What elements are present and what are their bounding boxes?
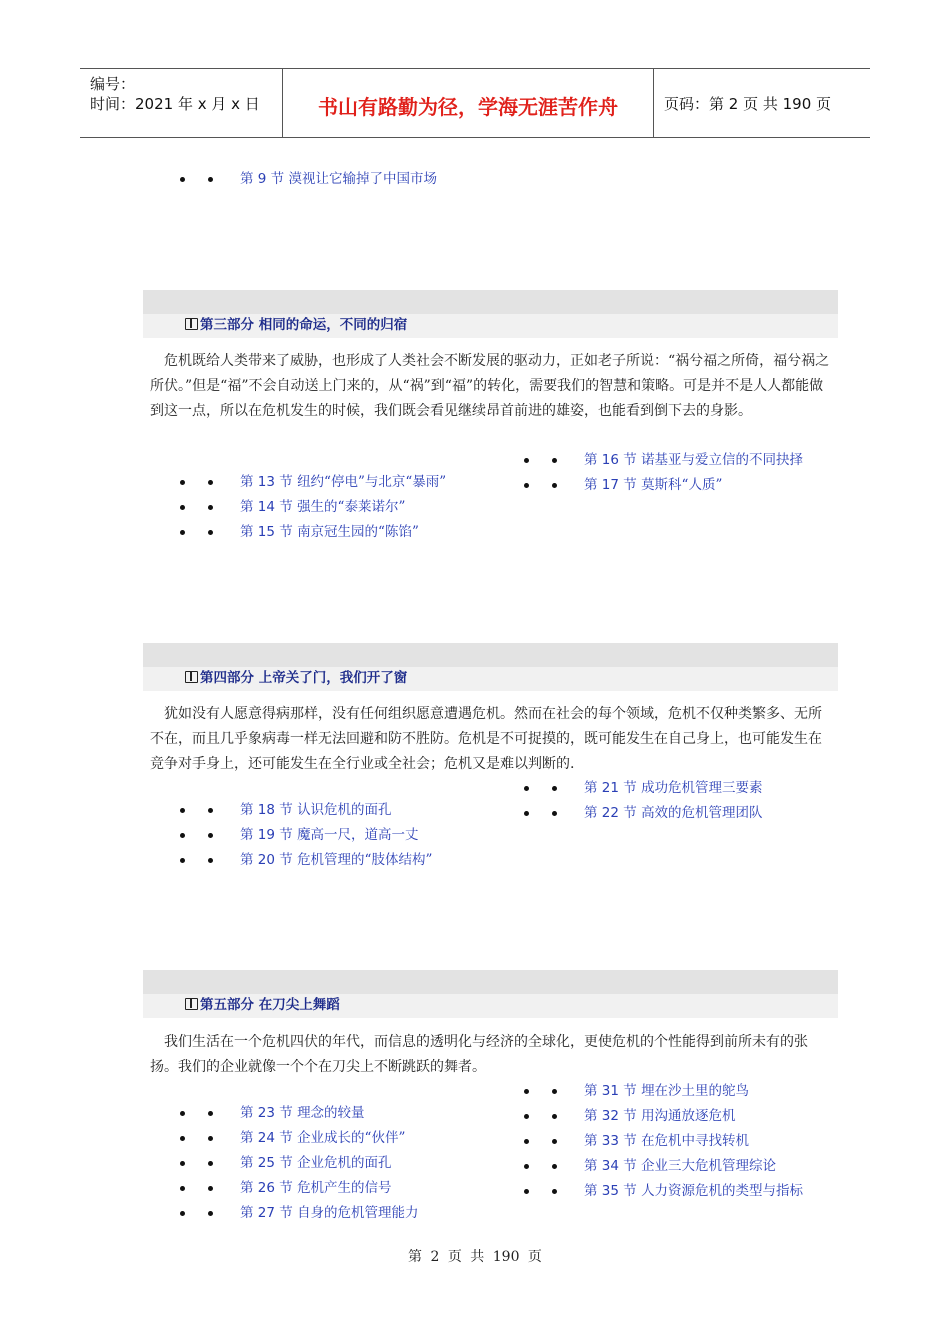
bullet-icon [552, 1139, 557, 1144]
bullet-icon [552, 786, 557, 791]
bullet-icon [524, 483, 529, 488]
chapter-link[interactable]: 第 26 节 危机产生的信号 [240, 1180, 392, 1196]
chapter-link[interactable]: 第 33 节 在危机中寻找转机 [584, 1133, 750, 1149]
bullet-icon [552, 1089, 557, 1094]
bullet-icon [180, 808, 185, 813]
section-title: 第五部分 在刀尖上舞蹈 [200, 997, 340, 1013]
bullet-icon [552, 1164, 557, 1169]
chapter-link[interactable]: 第 24 节 企业成长的“伙伴” [240, 1130, 406, 1146]
bullet-icon [180, 858, 185, 863]
document-number-label: 编号： [90, 75, 136, 93]
bullet-icon [524, 1114, 529, 1119]
bullet-icon [208, 833, 213, 838]
bullet-icon [180, 1111, 185, 1116]
chapter-link[interactable]: 第 18 节 认识危机的面孔 [240, 802, 392, 818]
bullet-icon [552, 1189, 557, 1194]
chapter-link[interactable]: 第 15 节 南京冠生园的“陈馅” [240, 524, 419, 540]
page-footer: 第 2 页 共 190 页 [408, 1249, 542, 1265]
chapter-link[interactable]: 第 34 节 企业三大危机管理综论 [584, 1158, 777, 1174]
chapter-link[interactable]: 第 23 节 理念的较量 [240, 1105, 365, 1121]
bullet-icon [208, 177, 213, 182]
chapter-link[interactable]: 第 25 节 企业危机的面孔 [240, 1155, 392, 1171]
document-date-label: 时间：2021 年 x 月 x 日 [90, 95, 260, 113]
section-paragraph: 我们生活在一个危机四伏的年代，而信息的透明化与经济的全球化，更使危机的个性能得到前所未有的张扬。我们的企业就像一个个在刀尖上不断跳跃的舞者。 [150, 1034, 808, 1075]
bullet-icon [524, 1189, 529, 1194]
bullet-icon [180, 1186, 185, 1191]
bullet-icon [552, 1114, 557, 1119]
bullet-icon [524, 458, 529, 463]
header-motto-cell [283, 69, 654, 137]
book-icon [185, 998, 198, 1010]
bullet-icon [208, 1136, 213, 1141]
bullet-icon [208, 808, 213, 813]
bullet-icon [208, 1186, 213, 1191]
bullet-icon [552, 458, 557, 463]
bullet-icon [208, 480, 213, 485]
chapter-link[interactable]: 第 17 节 莫斯科“人质” [584, 477, 723, 493]
header-motto: 书山有路勤为径，学海无涯苦作舟 [318, 95, 618, 119]
chapter-link[interactable]: 第 22 节 高效的危机管理团队 [584, 805, 763, 821]
bullet-icon [180, 177, 185, 182]
bullet-icon [180, 1211, 185, 1216]
bullet-icon [524, 786, 529, 791]
bullet-icon [180, 505, 185, 510]
bullet-icon [208, 505, 213, 510]
section-header-part5 [143, 970, 838, 1018]
page-header [80, 68, 870, 138]
chapter-link[interactable]: 第 32 节 用沟通放逐危机 [584, 1108, 736, 1124]
bullet-icon [524, 1164, 529, 1169]
bullet-icon [180, 480, 185, 485]
bullet-icon [208, 1111, 213, 1116]
chapter-link[interactable]: 第 19 节 魔高一尺，道高一丈 [240, 827, 419, 843]
header-page-cell [654, 69, 870, 137]
bullet-icon [552, 483, 557, 488]
bullet-icon [180, 833, 185, 838]
section-header-part3 [143, 290, 838, 338]
chapter-link[interactable]: 第 21 节 成功危机管理三要素 [584, 780, 763, 796]
chapter-link[interactable]: 第 13 节 纽约“停电”与北京“暴雨” [240, 474, 447, 490]
bullet-icon [208, 858, 213, 863]
chapter-link[interactable]: 第 14 节 强生的“泰莱诺尔” [240, 499, 406, 515]
section-header-part4 [143, 643, 838, 691]
chapter-link[interactable]: 第 16 节 诺基亚与爱立信的不同抉择 [584, 452, 804, 468]
chapter-link[interactable]: 第 31 节 埋在沙土里的鸵鸟 [584, 1083, 750, 1099]
bullet-icon [208, 530, 213, 535]
bullet-icon [180, 1136, 185, 1141]
bullet-icon [208, 1211, 213, 1216]
bullet-icon [524, 1139, 529, 1144]
section-paragraph: 危机既给人类带来了威胁，也形成了人类社会不断发展的驱动力，正如老子所说：“祸兮福之所倚，福兮祸之所伏。”但是“福”不会自动送上门来的，从“祸”到“福”的转化，需要我们的智慧和策略。可是并不是人人都能做到这一点，所以在危机发生的时候，我们既会看见继续昂首前进的雄姿，也能看到倒下去的身影。 [150, 353, 830, 419]
chapter-link[interactable]: 第 27 节 自身的危机管理能力 [240, 1205, 419, 1221]
header-page-number: 页码：第 2 页 共 190 页 [664, 95, 832, 113]
chapter-link[interactable]: 第 20 节 危机管理的“肢体结构” [240, 852, 433, 868]
book-icon [185, 671, 198, 683]
section-title: 第三部分 相同的命运，不同的归宿 [200, 317, 408, 333]
header-meta-cell [80, 69, 283, 137]
bullet-icon [524, 811, 529, 816]
chapter-link[interactable]: 第 35 节 人力资源危机的类型与指标 [584, 1183, 804, 1199]
book-icon [185, 318, 198, 330]
chapter-link[interactable]: 第 9 节 漠视让它输掉了中国市场 [240, 171, 437, 187]
bullet-icon [180, 1161, 185, 1166]
section-title: 第四部分 上帝关了门，我们开了窗 [200, 670, 408, 686]
bullet-icon [524, 1089, 529, 1094]
section-paragraph: 犹如没有人愿意得病那样，没有任何组织愿意遭遇危机。然而在社会的每个领域，危机不仅种类繁多、无所不在，而且几乎象病毒一样无法回避和防不胜防。危机是不可捉摸的，既可能发生在自己身上，也可能发生在竞争对手身上，还可能发生在全行业或全社会；危机又是难以判断的. [150, 706, 822, 772]
bullet-icon [552, 811, 557, 816]
bullet-icon [208, 1161, 213, 1166]
bullet-icon [180, 530, 185, 535]
